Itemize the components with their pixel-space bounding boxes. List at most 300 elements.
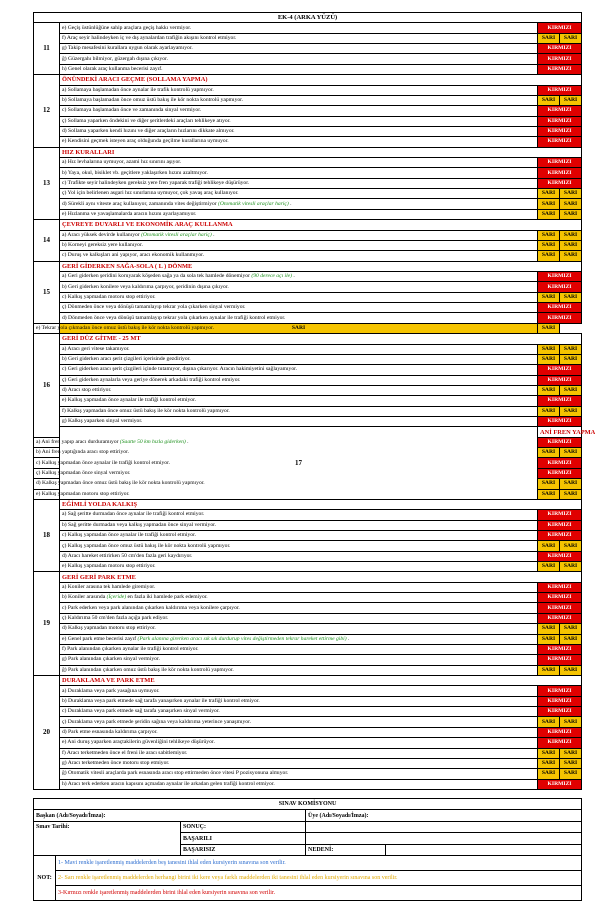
- yellow-severity-badge: SARI: [560, 95, 582, 105]
- yellow-severity-badge: SARI: [560, 634, 582, 644]
- passed-option: BAŞARILI: [181, 833, 306, 845]
- yellow-severity-badge: SARI: [538, 209, 560, 219]
- section-row: [34, 334, 582, 344]
- criteria-label: g) Aracı terketmeden önce motoru stop etmiyor.: [62, 760, 170, 767]
- criteria-row: [34, 209, 582, 219]
- criteria-text: [60, 158, 538, 168]
- red-severity-badge: KIRMIZI: [538, 271, 582, 281]
- criteria-text: [60, 168, 538, 178]
- red-severity-badge: KIRMIZI: [538, 375, 582, 385]
- criteria-row: [34, 95, 582, 105]
- criteria-label: e) Geçiş üstünlüğüne sahip araçlara geçiş hakkı vermiyor.: [62, 24, 192, 31]
- section-row: [34, 75, 582, 85]
- criteria-label: d) Sürekli aynı viteste araç kullanıyor, zamanında vites değiştirmiyor: [62, 200, 217, 207]
- yellow-severity-badge: SARI: [538, 344, 560, 354]
- red-severity-badge: KIRMIZI: [538, 178, 582, 188]
- criteria-row: [34, 292, 582, 302]
- criteria-label: d) Park etme esnasında kaldırıma çarpıyor.: [62, 728, 158, 735]
- criteria-text: [60, 385, 538, 395]
- red-severity-badge: KIRMIZI: [538, 64, 582, 74]
- criteria-text: [60, 33, 538, 43]
- criteria-text: [60, 251, 538, 261]
- criteria-label: b) Sollamaya başlamadan önce omuz üstü bakış ile kör nokta kontrolü yapmıyor.: [62, 97, 244, 104]
- criteria-label: g) Takip mesafesini kurallara uygun olarak ayarlayamıyor.: [62, 45, 193, 52]
- red-severity-badge: KIRMIZI: [538, 551, 582, 561]
- section-heading: GERİ GERİ PARK ETME: [60, 572, 582, 582]
- red-severity-badge: KIRMIZI: [538, 510, 582, 520]
- member-field: Üye (Adı/Soyadı/İmza):: [306, 810, 582, 822]
- red-severity-badge: KIRMIZI: [538, 158, 582, 168]
- criteria-text: [34, 437, 189, 447]
- yellow-severity-badge: SARI: [560, 199, 582, 209]
- criteria-label: c) Trafikte seyir halindeyken gereksiz yere fren yaparak trafiği tehlikeye düşürüyor.: [62, 179, 250, 186]
- criteria-row: [34, 64, 582, 74]
- criteria-text: [60, 292, 538, 302]
- yellow-severity-badge: SARI: [560, 354, 582, 364]
- criteria-tail: .: [292, 273, 295, 280]
- yellow-severity-badge: SARI: [560, 665, 582, 675]
- criteria-tail: .: [288, 200, 292, 207]
- section-row: [34, 220, 582, 230]
- committee-title: SINAV KOMİSYONU: [34, 798, 582, 810]
- yellow-severity-badge: SARI: [538, 665, 560, 675]
- red-severity-badge: KIRMIZI: [538, 686, 582, 696]
- yellow-severity-badge: SARI: [560, 769, 582, 779]
- criteria-label: d) Dönmeden önce veya dönüşü tamamlayıp tekrar yola çıkarken aynalar ile trafiği kontrol etmiyor.: [62, 314, 286, 321]
- criteria-label: ç) Dönmeden önce veya dönüşü tamamlayıp tekrar yola çıkarken sinyal vermiyor.: [62, 304, 246, 311]
- yellow-severity-badge: SARI: [560, 717, 582, 727]
- criteria-text: [60, 634, 538, 644]
- criteria-note: (Saatte 50 km hızla giderken): [118, 438, 186, 445]
- criteria-text: [60, 240, 538, 250]
- criteria-row: [34, 634, 582, 644]
- red-severity-badge: KIRMIZI: [538, 54, 582, 64]
- yellow-severity-badge: SARI: [538, 541, 560, 551]
- yellow-severity-badge: SARI: [538, 634, 560, 644]
- section-heading: GERİ DÜZ GİTME - 25 MT: [60, 334, 582, 344]
- criteria-row: [34, 727, 582, 737]
- criteria-text: [60, 209, 538, 219]
- red-severity-badge: KIRMIZI: [538, 116, 582, 126]
- criteria-text: [60, 665, 538, 675]
- criteria-text: [60, 189, 538, 199]
- yellow-severity-badge: SARI: [538, 292, 560, 302]
- section-row: [34, 427, 582, 437]
- criteria-label: a) Hız levhalarına uymuyor, azami hız sınırını aşıyor.: [62, 159, 182, 166]
- criteria-label: a) Aracı geri vitese takamıyor.: [62, 345, 130, 352]
- red-severity-badge: KIRMIZI: [538, 85, 582, 95]
- criteria-row: [34, 738, 582, 748]
- criteria-row: [34, 582, 582, 592]
- criteria-row: [34, 33, 582, 43]
- criteria-text: [34, 489, 130, 499]
- criteria-label: b) Geri giderken aracı şerit çizgileri içerisinde gezdiriyor.: [62, 356, 191, 363]
- criteria-group-number: 16: [34, 334, 60, 438]
- criteria-label: c) Kalkış yapmadan önce aynalar ile trafiği kontrol etmiyor.: [36, 459, 171, 466]
- criteria-label: e) Genel park etme becerisi zayıf: [62, 635, 137, 642]
- criteria-row: [34, 551, 582, 561]
- criteria-group-number: 15: [34, 261, 60, 323]
- criteria-row: [34, 769, 582, 779]
- criteria-row: [34, 779, 582, 789]
- criteria-text: [60, 717, 538, 727]
- note-red: 3-Kırmızı renkle işaretlenmiş maddelerden birini ihlal eden kursiyerin sınavına son verilir.: [56, 886, 582, 901]
- criteria-text: [60, 313, 538, 323]
- criteria-label: ç) Kalkış yapmadan önce omuz üstü bakış ile kör nokta kontrolü yapmıyor.: [62, 542, 231, 549]
- yellow-severity-badge: SARI: [560, 33, 582, 43]
- criteria-label: ç) Yol için belirlenen asgari hız sınırlarına uymuyor, çok yavaş araç kullanıyor.: [62, 190, 239, 197]
- criteria-label: f) Aracı terketmeden önce el freni ile aracı sabitlemiyor.: [62, 749, 188, 756]
- criteria-row: [34, 116, 582, 126]
- criteria-group-number: 14: [34, 220, 60, 261]
- criteria-text: [60, 116, 538, 126]
- criteria-row: [34, 655, 582, 665]
- yellow-severity-badge: SARI: [560, 624, 582, 634]
- criteria-row: [34, 385, 582, 395]
- criteria-row: [34, 365, 582, 375]
- criteria-text: [60, 758, 538, 768]
- evaluation-table: [33, 12, 595, 790]
- red-severity-badge: KIRMIZI: [538, 282, 582, 292]
- criteria-text: [60, 365, 538, 375]
- criteria-label: e) Kalkış yapmadan motoru stop ettiriyor.: [36, 490, 130, 497]
- criteria-tail: .: [185, 438, 189, 445]
- criteria-label: ç) Kalkış yapmadan önce sinyal vermiyor.: [36, 469, 131, 476]
- criteria-row: [34, 230, 582, 240]
- criteria-row: [34, 530, 582, 540]
- section-row: [34, 572, 582, 582]
- criteria-row: [34, 23, 582, 33]
- criteria-row: [34, 717, 582, 727]
- criteria-label: ğ) Güzergahı bilmiyor, güzergah dışına çıkıyor.: [62, 55, 168, 62]
- title-row: [34, 13, 582, 23]
- criteria-row: [34, 106, 582, 116]
- criteria-text: [60, 738, 538, 748]
- criteria-text: [60, 23, 538, 33]
- section-heading: ÖNÜNDEKİ ARACI GEÇME (SOLLAMA YAPMA): [60, 75, 582, 85]
- red-severity-badge: KIRMIZI: [538, 468, 582, 478]
- yellow-severity-badge: SARI: [538, 199, 560, 209]
- criteria-label: e) Tekrar yola çıkmadan önce omuz üstü bakış ile kör nokta kontrolü yapmıyor.: [36, 324, 214, 331]
- criteria-text: [60, 199, 538, 209]
- criteria-tail: .: [346, 635, 350, 642]
- criteria-row: [34, 189, 582, 199]
- criteria-text: [60, 707, 538, 717]
- yellow-severity-badge: SARI: [560, 251, 582, 261]
- yellow-severity-badge: SARI: [560, 541, 582, 551]
- red-severity-badge: KIRMIZI: [538, 126, 582, 136]
- note-yellow: 2- Sarı renkle işaretlenmiş maddelerden herhangi birini iki kere veya farklı maddelerden iki tanesini ihlal eden kursiyerin sınavına son verilir.: [56, 871, 582, 886]
- criteria-label: f) Park alanından çıkarken aynalar ile trafiği kontrol etmiyor.: [62, 646, 199, 653]
- criteria-text: [60, 137, 538, 147]
- yellow-severity-badge: SARI: [538, 489, 560, 499]
- criteria-text: [60, 344, 538, 354]
- red-severity-badge: KIRMIZI: [538, 303, 582, 313]
- criteria-label: c) Kalkış yapmadan önce aynalar ile trafiği kontrol etmiyor.: [62, 532, 197, 539]
- red-severity-badge: KIRMIZI: [538, 613, 582, 623]
- criteria-label: h) Aracı terk ederken aracın kapısını açmadan aynalar ile arkadan gelen trafiği kontrol etmiyor.: [62, 780, 275, 787]
- passed-blank: [306, 833, 582, 845]
- yellow-severity-badge: SARI: [538, 33, 560, 43]
- criteria-text: [60, 95, 538, 105]
- criteria-text: [60, 541, 538, 551]
- criteria-note: (Park alanına girerken aracı sık sık durdurup vites değiştirmeden tekrar hareket ettirme gibi): [136, 635, 347, 642]
- form-page: [33, 12, 595, 901]
- yellow-severity-badge: SARI: [538, 189, 560, 199]
- criteria-text: [60, 282, 538, 292]
- red-severity-badge: KIRMIZI: [538, 530, 582, 540]
- criteria-label: c) Kalkış yapmadan motoru stop ettiriyor.: [62, 293, 156, 300]
- criteria-text: [60, 603, 538, 613]
- red-severity-badge: KIRMIZI: [538, 396, 582, 406]
- criteria-text: [34, 323, 214, 333]
- criteria-text: [34, 468, 131, 478]
- criteria-text: [60, 582, 538, 592]
- criteria-label: c) Park ederken veya park alanından çıkarken kaldırıma veya konilere çarpıyor.: [62, 604, 240, 611]
- yellow-severity-badge: SARI: [538, 95, 560, 105]
- red-severity-badge: KIRMIZI: [538, 106, 582, 116]
- exam-date-field: Sınav Tarihi:: [34, 821, 181, 856]
- yellow-severity-badge: SARI: [538, 354, 560, 364]
- criteria-label: h) Genel olarak araç kullanma becerisi zayıf.: [62, 65, 163, 72]
- criteria-text: [60, 44, 538, 54]
- criteria-text: [60, 406, 538, 416]
- criteria-row: [34, 396, 582, 406]
- criteria-label: a) Ani fren yapıp aracı durduramıyor: [36, 438, 119, 445]
- criteria-text: [60, 769, 538, 779]
- criteria-row: [34, 137, 582, 147]
- result-label: SONUÇ:: [181, 821, 306, 833]
- red-severity-badge: KIRMIZI: [538, 23, 582, 33]
- red-severity-badge: KIRMIZI: [538, 44, 582, 54]
- criteria-row: [34, 644, 582, 654]
- criteria-text: [60, 644, 538, 654]
- section-row: [34, 676, 582, 686]
- reason-label: NEDENİ:: [306, 844, 386, 856]
- criteria-text: [60, 686, 538, 696]
- section-heading: ANİ FREN YAPMA: [538, 427, 582, 437]
- criteria-label: ğ) Otomatik vitesli araçlarda park esnasında aracı stop ettirmeden önce vitesi P pozisyonuna almıyor.: [62, 770, 289, 777]
- criteria-label: c) Duraklama veya park etmede sağ tarafa yanaşırken sinyal vermiyor.: [62, 708, 220, 715]
- section-row: [34, 499, 582, 509]
- criteria-row: [34, 406, 582, 416]
- criteria-label: c) Duruş ve kalkışları ani yapıyor, aracı ekonomik kullanmıyor.: [62, 252, 205, 259]
- criteria-note: (Otomatik vitesli araçlar hariç): [139, 231, 212, 238]
- criteria-label: e) Hızlanma ve yavaşlamalarda aracın hızını ayarlayamıyor.: [62, 211, 197, 217]
- red-severity-badge: KIRMIZI: [538, 603, 582, 613]
- criteria-text: [34, 448, 130, 458]
- criteria-row: [34, 85, 582, 95]
- criteria-row: [34, 593, 582, 603]
- red-severity-badge: KIRMIZI: [538, 520, 582, 530]
- criteria-text: [60, 396, 538, 406]
- criteria-label: d) Sollama yaparken kendi hızını ve diğer araçların hızlarını dikkate almıyor.: [62, 128, 235, 135]
- criteria-label: d) Aracı stop ettiriyor.: [62, 387, 112, 394]
- section-heading: GERİ GİDERKEN SAĞA-SOLA ( L ) DÖNME: [60, 261, 582, 271]
- criteria-text: [60, 126, 538, 136]
- yellow-severity-badge: SARI: [538, 385, 560, 395]
- yellow-severity-badge: SARI: [538, 240, 560, 250]
- criteria-row: [34, 313, 582, 323]
- criteria-text: [60, 748, 538, 758]
- criteria-group-number: 12: [34, 75, 60, 148]
- criteria-text: [60, 696, 538, 706]
- criteria-label: ç) Kaldırıma 50 cm'den fazla açığa park ediyor.: [62, 615, 169, 622]
- red-severity-badge: KIRMIZI: [538, 437, 582, 447]
- criteria-label: e) Kalkış yapmadan önce aynalar ile trafiği kontrol etmiyor.: [62, 397, 197, 404]
- section-heading: HIZ KURALLARI: [60, 147, 582, 157]
- criteria-text: [34, 458, 171, 468]
- criteria-group-number: 19: [34, 572, 60, 676]
- criteria-row: [34, 686, 582, 696]
- yellow-severity-badge: SARI: [560, 209, 582, 219]
- criteria-label: a) Sollamaya başlamadan önce aynalar ile trafik kontrolü yapmıyor.: [62, 86, 214, 93]
- criteria-label: b) Korneyi gereksiz yere kullanıyor.: [62, 242, 143, 249]
- criteria-row: [34, 344, 582, 354]
- section-row: [34, 261, 582, 271]
- yellow-severity-badge: SARI: [538, 748, 560, 758]
- criteria-label: d) Aracı hareket ettirirken 50 cm'den fazla geri kaydırıyor.: [62, 552, 193, 559]
- criteria-row: [34, 158, 582, 168]
- committee-table: [33, 798, 582, 901]
- criteria-row: [34, 665, 582, 675]
- criteria-text: [60, 417, 538, 427]
- criteria-label: f) Kalkış yapmadan önce omuz üstü bakış ile kör nokta kontrolü yapmıyor.: [62, 407, 230, 414]
- red-severity-badge: KIRMIZI: [538, 582, 582, 592]
- red-severity-badge: KIRMIZI: [538, 593, 582, 603]
- criteria-row: [34, 199, 582, 209]
- yellow-severity-badge: SARI: [560, 385, 582, 395]
- red-severity-badge: KIRMIZI: [538, 365, 582, 375]
- criteria-row: [34, 282, 582, 292]
- criteria-note: (Otomatik vitesli araçlar hariç): [216, 200, 289, 207]
- chair-field: Başkan (Adı/Soyadı/İmza):: [34, 810, 306, 822]
- criteria-label: a) Duraklama veya park yasağına uymuyor.: [62, 687, 160, 694]
- criteria-row: [34, 417, 582, 427]
- criteria-text: [60, 779, 538, 789]
- criteria-label: d) Kalkış yapmadan önce omuz üstü bakış ile kör nokta kontrolü yapmıyor.: [36, 480, 205, 487]
- criteria-label: g) Park alanından çıkarken sinyal vermiyor.: [62, 656, 160, 663]
- yellow-severity-badge: SARI: [538, 448, 560, 458]
- criteria-text: [60, 530, 538, 540]
- criteria-label: b) Yaya, okul, bisiklet vb. geçitlere yaklaşırken hızını azaltmıyor.: [62, 169, 208, 176]
- criteria-label: b) Ani fren yaptığında aracı stop ettiriyor.: [36, 449, 130, 456]
- criteria-text: [60, 354, 538, 364]
- note-blue: 1- Mavi renkle işaretlenmiş maddelerden beş tanesini ihlal eden kursiyerin sınavına son verilir.: [56, 856, 582, 871]
- notes-label: NOT:: [34, 856, 56, 901]
- criteria-row: [34, 375, 582, 385]
- criteria-row: [34, 303, 582, 313]
- criteria-text: [60, 85, 538, 95]
- yellow-severity-badge: SARI: [538, 251, 560, 261]
- criteria-label: b) Geri giderken konilere veya kaldırıma çarpıyor, şeridinin dışına çıkıyor.: [62, 283, 229, 290]
- criteria-row: [34, 240, 582, 250]
- criteria-group-number: 17: [60, 427, 538, 500]
- red-severity-badge: KIRMIZI: [538, 727, 582, 737]
- criteria-label: ç) Sollama yaparken öndekini ve diğer şeritlerdeki araçları tehlikeye atıyor.: [62, 117, 231, 124]
- criteria-row: [34, 126, 582, 136]
- criteria-label: ğ) Park alanından çıkarken omuz üstü bakış ile kör nokta kontrolü yapmıyor.: [62, 666, 234, 673]
- criteria-label: e) Kendisini geçmek isteyen araç olduğunda geçilme kurallarına uymuyor.: [62, 138, 229, 145]
- criteria-row: [34, 44, 582, 54]
- section-row: [34, 147, 582, 157]
- yellow-severity-badge: SARI: [560, 230, 582, 240]
- red-severity-badge: KIRMIZI: [538, 696, 582, 706]
- criteria-row: [34, 178, 582, 188]
- red-severity-badge: KIRMIZI: [538, 779, 582, 789]
- red-severity-badge: KIRMIZI: [538, 168, 582, 178]
- criteria-note: (90 derece açı ile): [249, 273, 292, 280]
- criteria-text: [60, 230, 538, 240]
- criteria-text: [60, 106, 538, 116]
- criteria-label: b) Duraklama veya park etmede sağ tarafa yanaşırken aynalar ile trafiği kontrol etmiyor.: [62, 697, 260, 704]
- criteria-row: [34, 748, 582, 758]
- criteria-row: [34, 271, 582, 281]
- criteria-label: f) Araç seyir halindeyken iç ve dış aynalardan trafiğin akışını kontrol etmiyor.: [62, 34, 237, 41]
- page-title: EK-4 (ARKA YÜZÜ): [34, 13, 582, 23]
- criteria-label: a) Aracı yüksek devirde kullanıyor: [62, 231, 140, 238]
- yellow-severity-badge: SARI: [538, 717, 560, 727]
- criteria-label: a) Sağ şeritte durmadan önce aynalar ile trafiği kontrol etmiyor.: [62, 511, 205, 518]
- yellow-severity-badge: SARI: [538, 769, 560, 779]
- red-severity-badge: KIRMIZI: [538, 137, 582, 147]
- section-heading: EĞİMLİ YOLDA KALKIŞ: [60, 499, 582, 509]
- section-heading: DURAKLAMA VE PARK ETME: [60, 676, 582, 686]
- red-severity-badge: KIRMIZI: [538, 644, 582, 654]
- criteria-row: [34, 168, 582, 178]
- yellow-severity-badge: SARI: [538, 406, 560, 416]
- red-severity-badge: KIRMIZI: [538, 458, 582, 468]
- criteria-label: a) Geri giderken şeridini koruyarak köşeden sağa ya da sola tek hamlede dönemiyor: [62, 273, 250, 280]
- criteria-group-number: 13: [34, 147, 60, 220]
- criteria-row: [34, 54, 582, 64]
- criteria-text: [60, 613, 538, 623]
- red-severity-badge: KIRMIZI: [538, 738, 582, 748]
- criteria-text: [60, 593, 538, 603]
- criteria-label: a) Koniler arasına tek hamlede giremiyor.: [62, 583, 156, 590]
- criteria-label: c) Geri giderken aracı şerit çizgileri içinde tutamıyor, dışına çıkarıyor. Aracın hakimiyetini sağlayamıyor.: [62, 366, 298, 373]
- criteria-text: [60, 375, 538, 385]
- red-severity-badge: KIRMIZI: [538, 655, 582, 665]
- criteria-row: [34, 624, 582, 634]
- red-severity-badge: KIRMIZI: [538, 417, 582, 427]
- yellow-severity-badge: SARI: [560, 406, 582, 416]
- criteria-row: [34, 520, 582, 530]
- criteria-text: [60, 178, 538, 188]
- red-severity-badge: KIRMIZI: [538, 707, 582, 717]
- criteria-text: [34, 479, 205, 489]
- criteria-tail: en fazla iki hamlede park edemiyor.: [126, 594, 208, 601]
- criteria-text: [60, 54, 538, 64]
- criteria-text: [60, 510, 538, 520]
- red-severity-badge: KIRMIZI: [538, 313, 582, 323]
- criteria-text: [60, 551, 538, 561]
- yellow-severity-badge: SARI: [538, 479, 560, 489]
- criteria-row: [34, 510, 582, 520]
- yellow-severity-badge: SARI: [538, 758, 560, 768]
- criteria-label: d) Kalkış yapmadan motoru stop ettiriyor.: [62, 625, 156, 632]
- criteria-text: [60, 562, 538, 572]
- criteria-label: b) Sağ şeritte durmadan veya kalkış yapmadan önce sinyal vermiyor.: [62, 521, 217, 528]
- criteria-text: [60, 727, 538, 737]
- failed-option: BAŞARISIZ: [181, 844, 306, 856]
- criteria-note: (İçeride): [105, 594, 127, 601]
- criteria-group-number: 18: [34, 499, 60, 572]
- yellow-severity-badge: SARI: [538, 230, 560, 240]
- criteria-row: [34, 696, 582, 706]
- yellow-severity-badge: SARI: [538, 624, 560, 634]
- criteria-label: g) Kalkış yaparken sinyal vermiyor.: [62, 418, 143, 425]
